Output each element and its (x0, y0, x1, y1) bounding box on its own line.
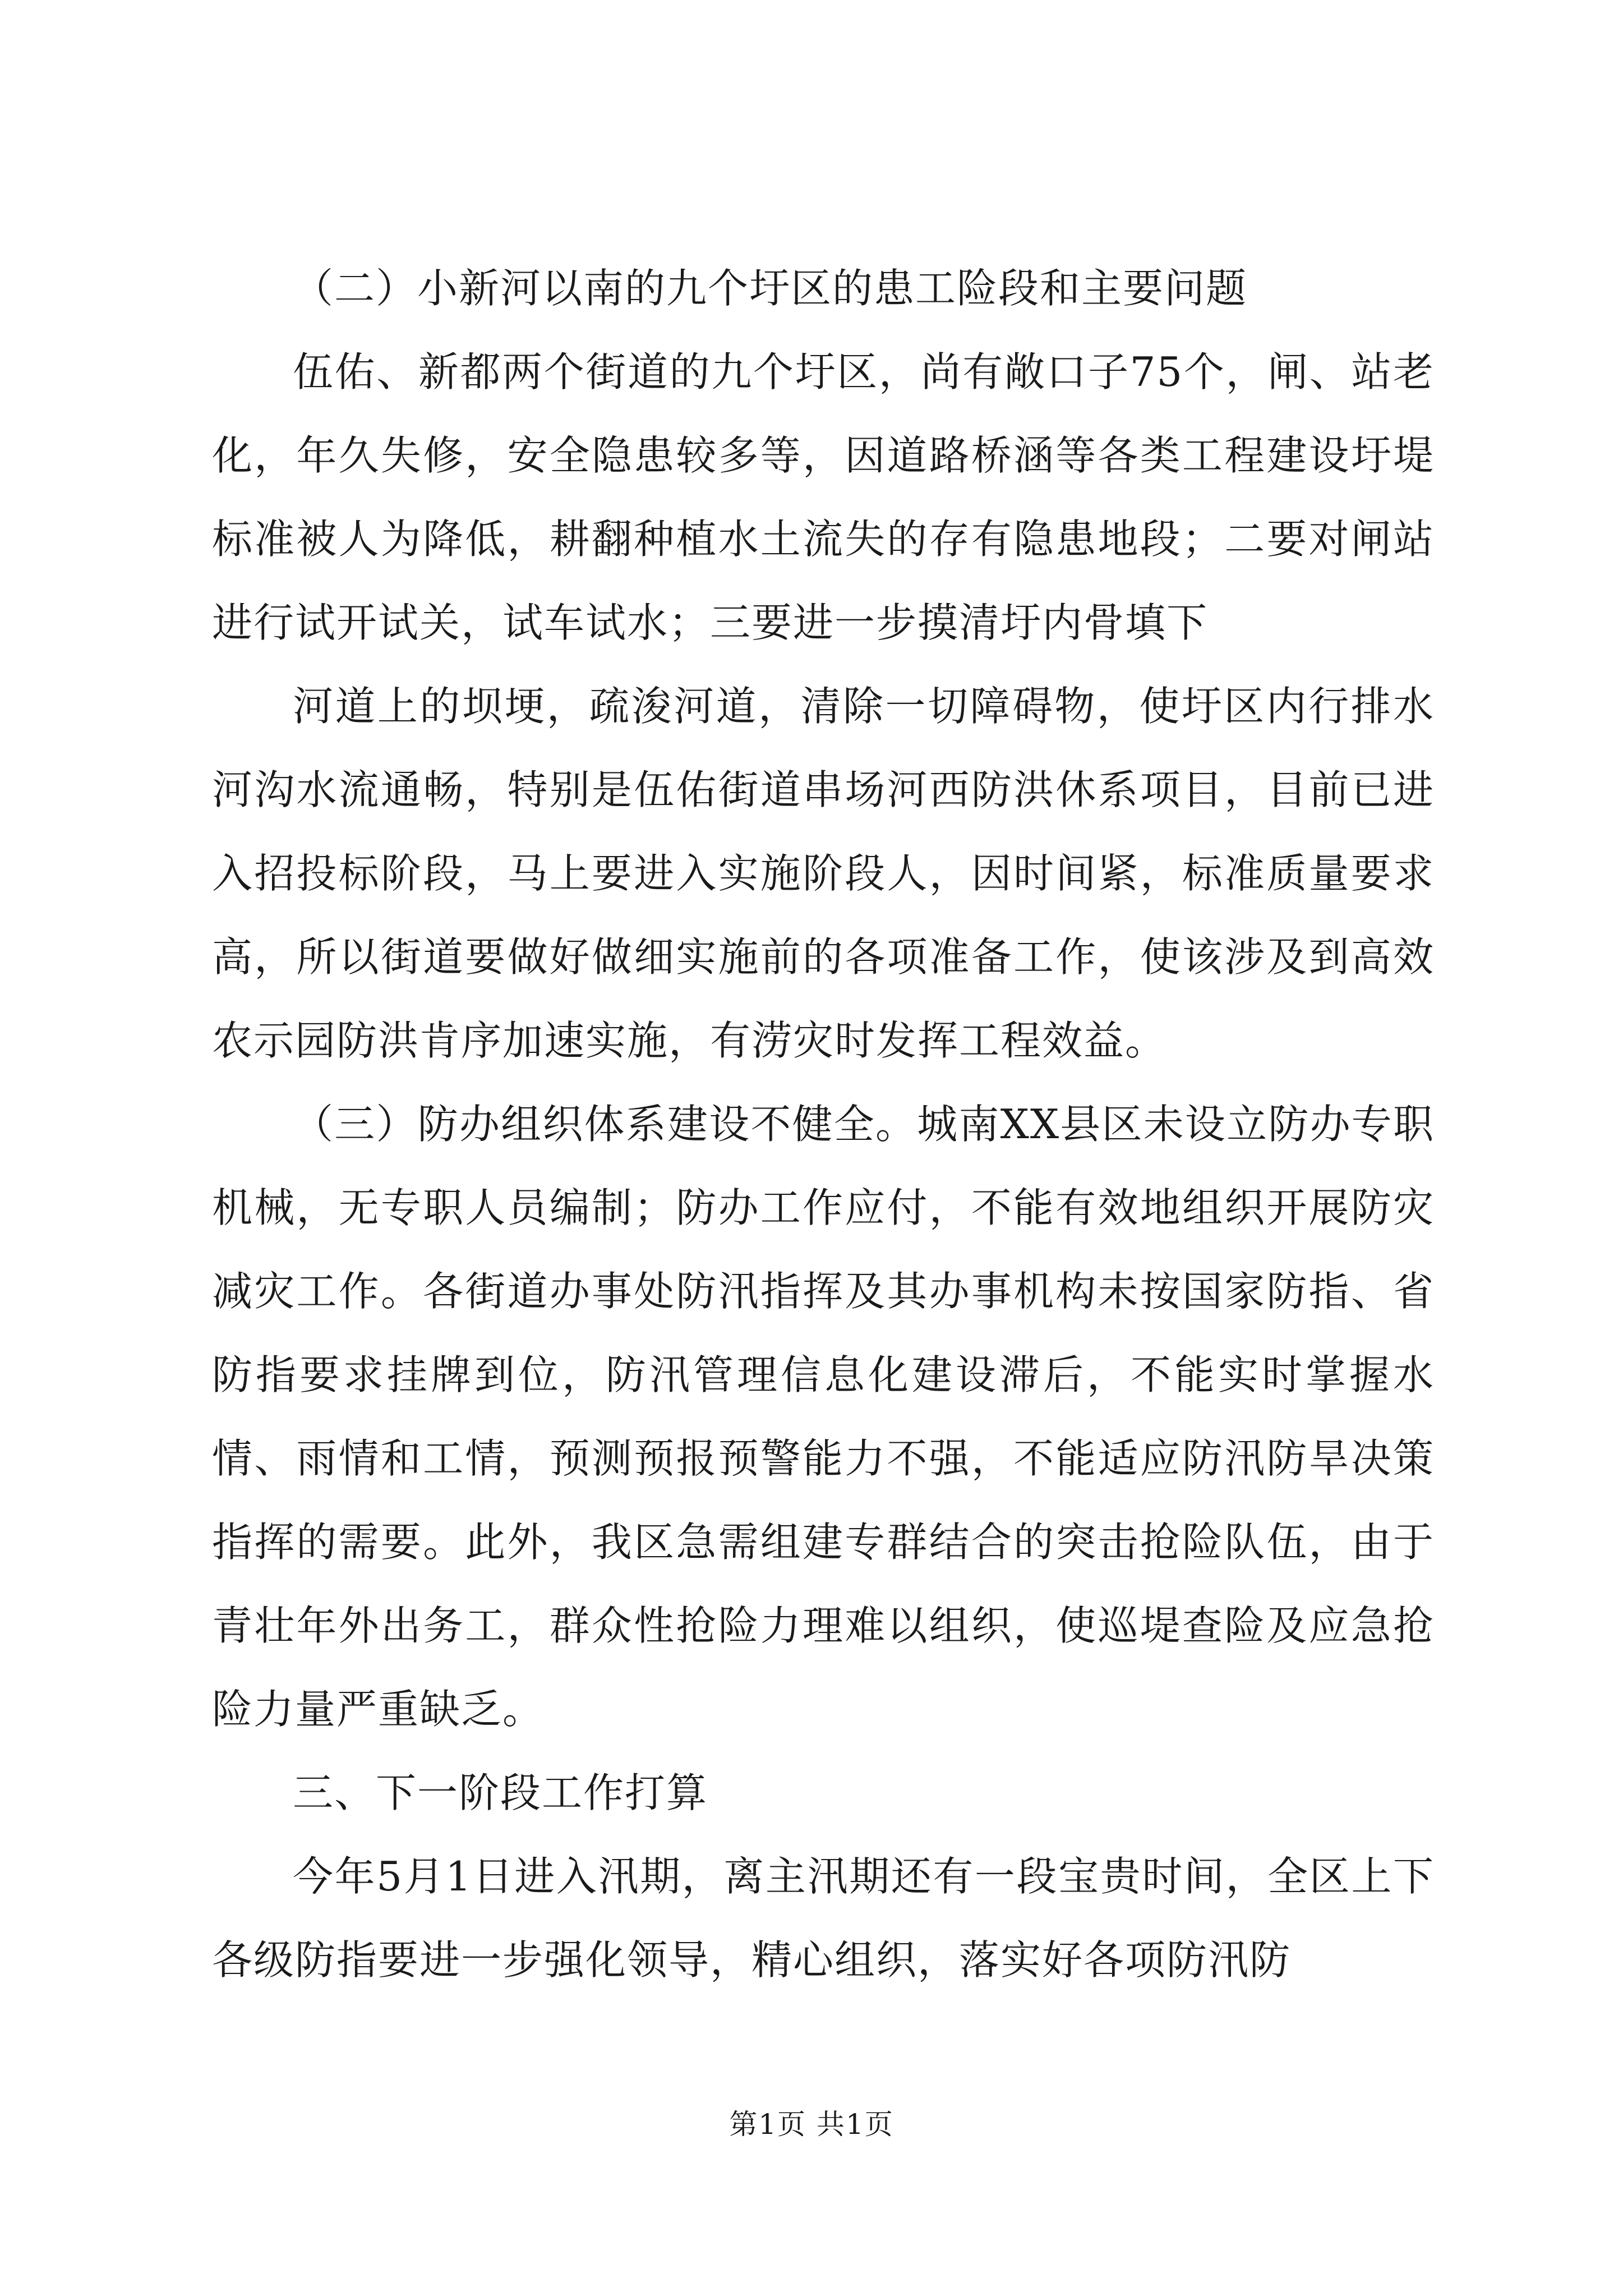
body-paragraph: （三）防办组织体系建设不健全。城南XX县区未设立防办专职机械，无专职人员编制；防办工作应付，不能有效地组织开展防灾减灾工作。各街道办事处防汛指挥及其办事机构未按国家防指、省防指要求挂牌到位，防汛管理信息化建设滞后，不能实时掌握水情、雨情和工情，预测预报预警能力不强，不能适应防汛防旱决策指挥的需要。此外，我区急需组建专群结合的突击抢险队伍，由于青壮年外出务工，群众性抢险力理难以组织，使巡堤查险及应急抢险力量严重缺乏。 (212, 1101, 1435, 1733)
section-heading-3: 三、下一阶段工作打算 (293, 1769, 708, 1816)
body-paragraph: 今年5月1日进入汛期，离主汛期还有一段宝贵时间，全区上下各级防指要进一步强化领导，精心组织，落实好各项防汛防 (212, 1853, 1435, 1984)
document-body (212, 247, 1435, 2002)
body-paragraph: 伍佑、新都两个街道的九个圩区，尚有敞口子75个，闸、站老化，年久失修，安全隐患较多等，因道路桥涵等各类工程建设圩堤标准被人为降低，耕翻种植水土流失的存有隐患地段；二要对闸站进行试开试关，试车试水；三要进一步摸清圩内骨填下 (212, 348, 1435, 646)
page-footer: 第1页 共1页 (729, 2108, 894, 2141)
body-paragraph: 河道上的坝埂，疏浚河道，清除一切障碍物，使圩区内行排水河沟水流通畅，特别是伍佑街道串场河西防洪休系项目，目前已进入招投标阶段，马上要进入实施阶段人，因时间紧，标准质量要求高，所以街道要做好做细实施前的各项准备工作，使该涉及到高效农示园防洪肯序加速实施，有涝灾时发挥工程效益。 (212, 683, 1435, 1064)
section-heading-2: （二）小新河以南的九个圩区的患工险段和主要问题 (293, 265, 1248, 312)
